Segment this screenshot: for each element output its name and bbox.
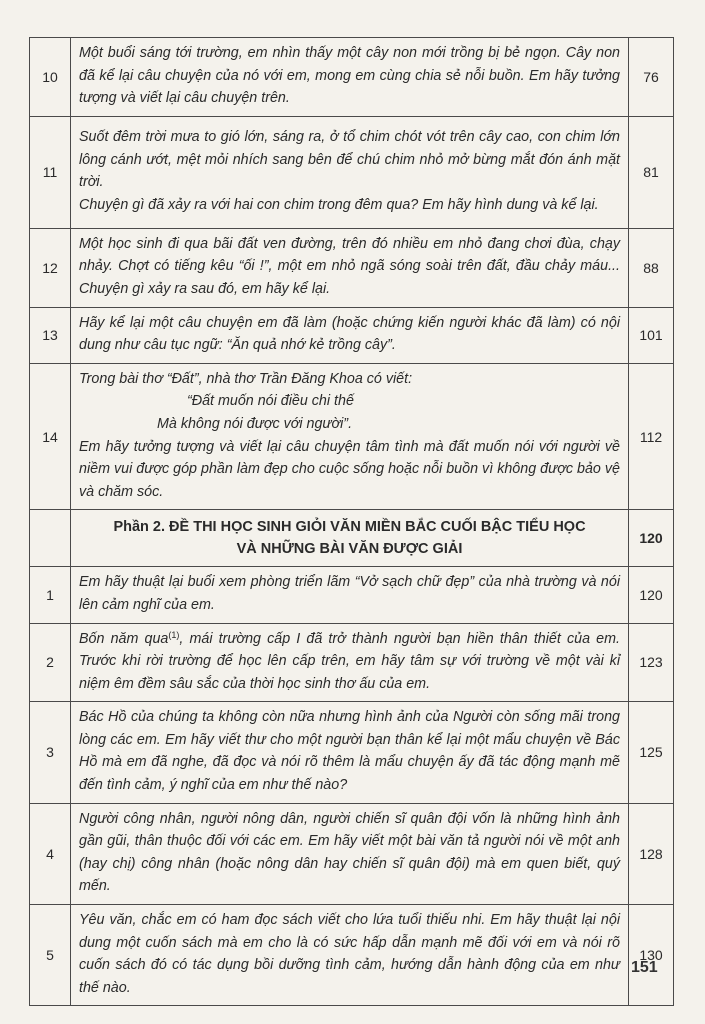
entry-page: 112	[629, 363, 674, 510]
table-row	[30, 363, 674, 510]
table-row	[30, 307, 674, 363]
table-row	[30, 116, 674, 228]
entry-text: Người công nhân, người nông dân, người chiến sĩ quân đội vốn là những hình ảnh gần gũi, thân thuộc đối với các em. Em hãy viết một bài văn tả người nói về một anh (hay chị) công nhân (hoặc nông dân hay chiến sĩ quân đội) mà em quen biết, quý mến.	[71, 803, 629, 904]
table-row	[30, 905, 674, 1006]
section-title-line: VÀ NHỮNG BÀI VĂN ĐƯỢC GIẢI	[236, 541, 463, 558]
entry-page: 120	[629, 567, 674, 623]
entry-page: 123	[629, 623, 674, 702]
section-header-row	[30, 510, 674, 567]
entry-page: 76	[629, 38, 674, 117]
entry-number: 10	[30, 38, 71, 117]
entry-text: Hãy kể lại một câu chuyện em đã làm (hoặc chứng kiến người khác đã làm) có nội dung như câu tục ngữ: “Ăn quả nhớ kẻ trồng cây”.	[71, 307, 629, 363]
table-row	[30, 228, 674, 307]
entry-number: 14	[30, 363, 71, 510]
entry-text: Bác Hồ của chúng ta không còn nữa nhưng hình ảnh của Người còn sống mãi trong lòng các em. Em hãy viết thư cho một người bạn thân kể lại một mẩu chuyện về Bác Hồ mà em đã nghe, đã đọc và nói rõ thêm là mẩu chuyện ấy đã tác động mạnh mẽ đến tình cảm, ý nghĩ của em như thế nào?	[71, 702, 629, 803]
entry-page: 130	[629, 905, 674, 1006]
entry-paragraph: Trong bài thơ “Đất”, nhà thơ Trần Đăng Khoa có viết:	[79, 370, 413, 387]
table-row	[30, 567, 674, 623]
table-of-contents	[29, 37, 674, 1006]
entry-text: Yêu văn, chắc em có ham đọc sách viết cho lứa tuổi thiếu nhi. Em hãy thuật lại nội dung một cuốn sách mà em cho là có sức hấp dẫn mạnh mẽ đối với em và nói rõ cuốn sách đó có tác dụng bồi dưỡng tình cảm, hướng dẫn hành động của em như thế nào.	[71, 905, 629, 1006]
entry-paragraph: Suốt đêm trời mưa to gió lớn, sáng ra, ở tổ chim chót vót trên cây cao, con chim lớn lông cánh ướt, mệt mỏi nhích sang bên để chú chim nhỏ mở bừng mắt đón ánh mặt trời.	[79, 129, 620, 191]
section-title-line: Phần 2. ĐỀ THI HỌC SINH GIỎI VĂN MIỀN BẮC CUỐI BẬC TIỂU HỌC	[113, 519, 586, 536]
entry-number: 2	[30, 623, 71, 702]
entry-text-rest: , mái trường cấp I đã trở thành người bạn hiền thân thiết của em. Trước khi rời trường để học lên cấp trên, em hãy tâm sự với trường về một vài kỉ niệm êm đềm sâu sắc của thời học sinh thơ ấu của em.	[79, 630, 620, 692]
entry-text	[71, 623, 629, 702]
table-row	[30, 38, 674, 117]
entry-text-start: Bốn năm qua	[79, 630, 169, 647]
entry-number: 12	[30, 228, 71, 307]
entry-paragraph: Em hãy tưởng tượng và viết lại câu chuyện tâm tình mà đất muốn nói với người về niềm vui được góp phần làm đẹp cho cuộc sống hoặc nỗi buồn vì không được bảo vệ và chăm sóc.	[79, 438, 620, 500]
empty-cell	[30, 510, 71, 567]
footnote-marker: (1)	[168, 629, 180, 640]
table-row	[30, 702, 674, 803]
page-number: 151	[631, 959, 658, 976]
entry-number: 1	[30, 567, 71, 623]
entry-paragraph: Chuyện gì đã xảy ra với hai con chim trong đêm qua? Em hãy hình dung và kể lại.	[79, 196, 599, 213]
table-row	[30, 803, 674, 904]
section-page: 120	[629, 510, 674, 567]
entry-page: 81	[629, 116, 674, 228]
table-row	[30, 623, 674, 702]
entry-page: 101	[629, 307, 674, 363]
entry-number: 13	[30, 307, 71, 363]
entry-number: 3	[30, 702, 71, 803]
entry-text: Em hãy thuật lại buổi xem phòng triển lãm “Vở sạch chữ đẹp” của nhà trường và nói lên cảm nghĩ của em.	[71, 567, 629, 623]
poem-line: “Đất muốn nói điều chi thế	[187, 393, 354, 410]
entry-number: 4	[30, 803, 71, 904]
entry-text: Một buổi sáng tới trường, em nhìn thấy một cây non mới trồng bị bẻ ngọn. Cây non đã kể lại câu chuyện của nó với em, mong em cùng chia sẻ nỗi buồn. Em hãy tưởng tượng và viết lại câu chuyện trên.	[71, 38, 629, 117]
entry-text	[71, 116, 629, 228]
poem-line: Mà không nói được với người”.	[157, 415, 353, 432]
section-title	[71, 510, 629, 567]
entry-number: 11	[30, 116, 71, 228]
entry-page: 88	[629, 228, 674, 307]
entry-text: Một học sinh đi qua bãi đất ven đường, trên đó nhiều em nhỏ đang chơi đùa, chạy nhảy. Chợt có tiếng kêu “ối !”, một em nhỏ ngã sóng soài trên đất, đầu chảy máu... Chuyện gì xảy ra sau đó, em hãy kể lại.	[71, 228, 629, 307]
entry-text	[71, 363, 629, 510]
entry-page: 128	[629, 803, 674, 904]
entry-page: 125	[629, 702, 674, 803]
entry-number: 5	[30, 905, 71, 1006]
